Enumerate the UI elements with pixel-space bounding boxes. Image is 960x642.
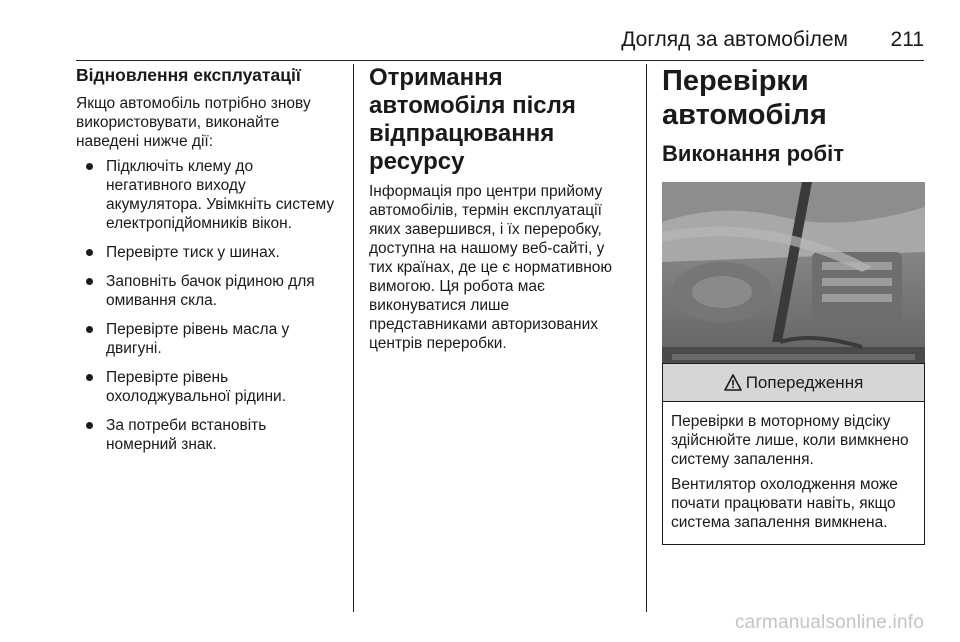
section-heading-recommissioning: Відновлення експлуатації [76, 65, 301, 85]
running-header-title: Догляд за автомобілем [621, 28, 848, 51]
bullet-icon [86, 163, 93, 170]
bullet-icon [86, 422, 93, 429]
page-header [0, 22, 960, 58]
engine-bay-illustration [662, 182, 925, 392]
bullet-icon [86, 326, 93, 333]
list-item: Заповніть бачок рідиною для омивання скла. [76, 272, 338, 310]
column-divider [353, 64, 354, 612]
bullet-icon [86, 374, 93, 381]
end-of-life-body: Інформація про центри прийому автомобілів, термін експлуатації яких завершився, і їх переробку, доступна на нашому веб-сайті, у тих країнах, де це є нормативною вимогою. Ця робота має виконуватися лише представниками авторизованих центрів переробки. [369, 183, 613, 352]
watermark: carmanualsonline.info [734, 612, 924, 633]
warning-paragraph: Перевірки в моторному відсіку здійснюйте лише, коли вимкнено систему запалення. [671, 413, 909, 468]
list-item: Перевірте тиск у шинах. [76, 243, 338, 262]
recommissioning-intro: Якщо автомобіль потрібно знову використовувати, виконайте наведені нижче дії: [76, 95, 311, 150]
warning-paragraph: Вентилятор охолодження може почати працювати навіть, якщо система запалення вимкнена. [671, 476, 898, 531]
bullet-icon [86, 249, 93, 256]
warning-title: Попередження [745, 372, 864, 392]
warning-header [663, 364, 924, 402]
bullet-icon [86, 278, 93, 285]
chapter-heading-vehicle-checks: Перевірки автомобіля [662, 65, 827, 131]
list-item: Підключіть клему до негативного виходу акумулятора. Увімкніть систему електропідйомників вікон. [76, 157, 338, 233]
list-item: За потреби встановіть номерний знак. [76, 416, 338, 454]
warning-box [662, 363, 925, 545]
column-divider [646, 64, 647, 612]
section-heading-performing-work: Виконання робіт [662, 141, 844, 166]
warning-body [663, 402, 924, 544]
list-item: Перевірте рівень масла у двигуні. [76, 320, 338, 358]
header-rule [76, 60, 924, 61]
recommissioning-steps [76, 157, 338, 454]
warning-triangle-icon [724, 374, 742, 391]
section-heading-end-of-life: Отримання автомобіля після відпрацювання ресурсу [369, 64, 576, 175]
list-item: Перевірте рівень охолоджувальної рідини. [76, 368, 338, 406]
column-recommissioning [76, 64, 338, 464]
column-end-of-life [369, 64, 631, 353]
engine-bay-photo [662, 182, 925, 392]
column-vehicle-checks [662, 64, 925, 392]
page-number: 211 [890, 28, 924, 51]
